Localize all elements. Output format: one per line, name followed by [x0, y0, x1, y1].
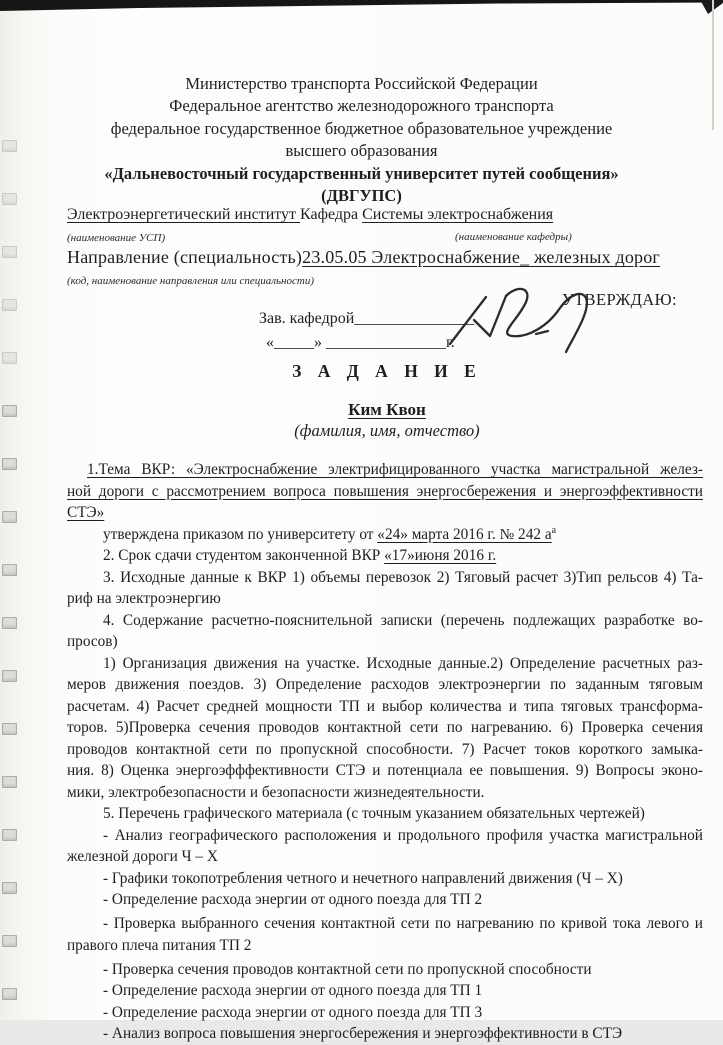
contents-intro-line: 4. Содержание расчетно-пояснительной записки (перечень подлежащих разработке во- — [103, 611, 703, 629]
university-name: «Дальневосточный государственный университет путей сообщения» — [104, 163, 619, 183]
specialty-line — [67, 247, 715, 267]
department-head-signature-line: _______________ — [354, 310, 475, 327]
graphics-item: - Определение расхода энергии от одного поезда для ТП 3 — [103, 1003, 483, 1021]
graphics-item: - Анализ вопроса повышения энергосбережения и энергоэффективности в СТЭ — [103, 1025, 623, 1042]
deadline-date-value: «17»июня 2016 г. — [384, 547, 497, 564]
order-number-superscript: а — [551, 524, 557, 536]
department-head-label: Зав. кафедрой — [259, 310, 355, 327]
binder-hole-mark — [2, 405, 17, 417]
graphics-item: - Проверка выбранного сечения контактной сети по нагреванию по кривой тока левого и — [103, 915, 703, 932]
binder-hole-mark — [2, 564, 17, 576]
institute-caption: (наименование УСП) — [67, 232, 166, 244]
institute-name: Электроэнергетический институт — [67, 206, 301, 223]
affiliation-block — [67, 205, 715, 291]
institute-chair-line — [67, 205, 715, 225]
contents-line: мики, электробезопасности и безопасности жизнедеятельности. — [67, 783, 485, 801]
ministry-line: Министерство транспорта Российской Федерации — [185, 74, 538, 93]
order-number-value: «24» марта 2016 г. № 242 а — [377, 525, 552, 543]
chair-name: Системы электроснабжения — [362, 206, 554, 223]
assignment-body — [67, 459, 703, 1045]
binder-hole-mark — [2, 988, 17, 1000]
student-block — [67, 399, 707, 441]
document-title: З А Д А Н И Е — [292, 361, 482, 381]
binder-hole-mark — [2, 617, 17, 629]
chair-label: Кафедра — [300, 206, 363, 223]
university-abbreviation: (ДВГУПС) — [321, 186, 402, 206]
graphics-item: - Анализ географического расположения и продольного профиля участка магистральной — [103, 826, 703, 844]
binder-hole-mark — [2, 723, 17, 735]
graphics-item: - Графики токопотребления четного и нечетного направлений движения (Ч – Х) — [103, 869, 623, 887]
binder-hole-mark — [2, 776, 17, 788]
graphics-item: правого плеча питания ТП 2 — [67, 936, 252, 954]
graphics-intro-line: 5. Перечень графического материала (с точным указанием обязательных чертежей) — [103, 805, 645, 822]
specialty-caption: (код, наименование направления или специальности) — [67, 275, 314, 287]
approve-label: УТВЕРЖДАЮ: — [562, 290, 677, 309]
graphics-item: - Определение расхода энергии от одного поезда для ТП 1 — [103, 982, 483, 999]
topic-line: ной дороги с рассмотрением вопроса повышения энергосбережения и энергоэффективности — [67, 482, 703, 500]
binder-hole-mark — [2, 882, 17, 894]
agency-line: Федеральное агентство железнодорожного транспорта — [169, 96, 554, 116]
topic-line: СТЭ» — [67, 504, 105, 521]
binder-hole-mark — [2, 246, 17, 258]
binder-hole-mark — [2, 670, 17, 682]
order-approved-prefix: утверждена приказом по университету от — [103, 525, 378, 543]
approval-block — [0, 288, 723, 368]
student-name-caption: (фамилия, имя, отчество) — [294, 421, 480, 440]
specialty-label: Направление (специальность) — [67, 247, 303, 267]
deadline-line — [67, 545, 703, 567]
graphics-item: железной дороги Ч – Х — [67, 848, 218, 865]
contents-line: торов. 5)Проверка сечения проводов контактной сети по нагреванию. 6) Проверка сечения — [67, 719, 703, 736]
contents-line: расчетам. 4) Расчет средней мощности ТП и выбор количества и типа тяговых трансформа- — [67, 697, 703, 715]
scan-edge-top — [0, 0, 723, 14]
specialty-value: 23.05.05 Электроснабжение_ железных дорог — [302, 247, 661, 267]
binder-hole-mark — [2, 829, 17, 841]
contents-line: проводов контактной сети по пропускной способности. 7) Расчет токов короткого замыка- — [67, 740, 703, 758]
contents-line: меров движения поездов. 3) Определение расходов электроэнергии по заданным тяговым — [67, 676, 703, 693]
approval-date-line: «_____» _______________г. — [266, 334, 455, 351]
institution-type-line: федеральное государственное бюджетное образовательное учреждение — [110, 118, 613, 138]
order-approved-line — [67, 524, 703, 546]
contents-line: ния. 8) Оценка энергоэфффективности СТЭ и потенциала ее повышения. 9) Вопросы эконо- — [67, 762, 703, 779]
education-level-line: высшего образования — [285, 141, 438, 161]
scan-corner-mark-icon — [694, 0, 723, 16]
department-head-line — [259, 310, 474, 328]
contents-intro-line: просов) — [67, 633, 118, 650]
graphics-item: - Проверка сечения проводов контактной сети по пропускной способности — [103, 960, 592, 978]
initial-data-line: 3. Исходные данные к ВКР 1) объемы перевозок 2) Тяговый расчет 3)Тип рельсов 4) Та- — [103, 568, 703, 586]
captions-row — [67, 227, 715, 242]
student-name: Ким Квон — [348, 400, 426, 419]
letterhead — [0, 73, 723, 207]
binder-hole-mark — [2, 935, 17, 947]
topic-line: 1.Тема ВКР: «Электроснабжение электрифицированного участка магистральной желез- — [87, 461, 703, 478]
chair-caption: (наименование кафедры) — [455, 231, 572, 243]
deadline-prefix: 2. Срок сдачи студентом законченной ВКР — [103, 547, 385, 564]
initial-data-line: риф на электроэнергию — [67, 590, 221, 607]
graphics-item: - Определение расхода энергии от одного поезда для ТП 2 — [103, 891, 483, 908]
binder-hole-mark — [2, 458, 17, 470]
contents-line: 1) Организация движения на участке. Исходные данные.2) Определение расчетных раз- — [103, 654, 703, 672]
binder-hole-mark — [2, 511, 17, 523]
